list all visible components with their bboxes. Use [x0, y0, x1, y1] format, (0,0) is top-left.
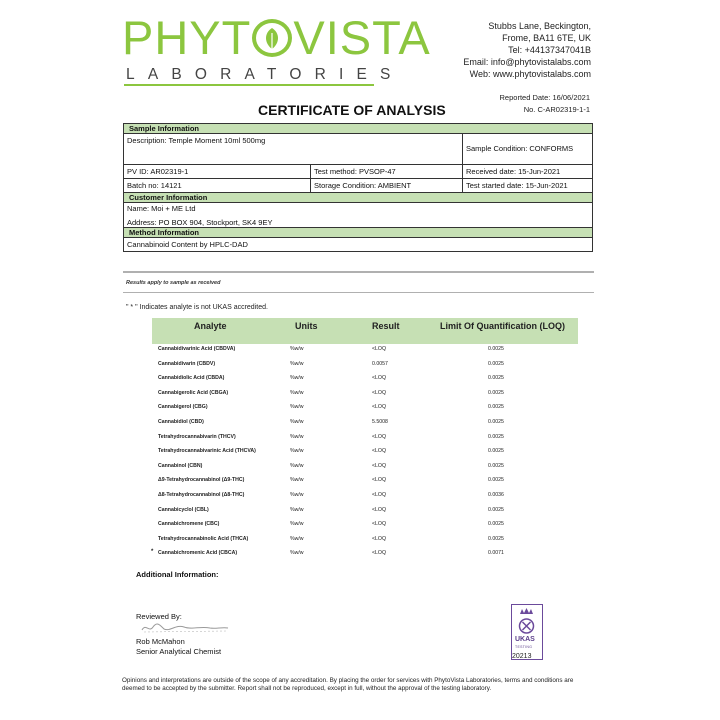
analyte-result: 0.0057 — [372, 360, 388, 367]
results-header — [152, 318, 578, 344]
analyte-units: %w/w — [290, 491, 304, 498]
analyte-units: %w/w — [290, 477, 304, 484]
analyte-result: <LOQ — [372, 535, 386, 542]
ukas-testing-label: TESTING — [515, 645, 533, 649]
method-info-header: Method Information — [123, 228, 593, 238]
sample-row-description — [123, 134, 593, 165]
analyte-result: <LOQ — [372, 550, 386, 557]
analyte-units: %w/w — [290, 521, 304, 528]
phone-line: Tel: +44137347041B — [508, 45, 591, 55]
report-number: No. C-AR02319-1-1 — [523, 105, 590, 114]
table-row — [150, 459, 580, 474]
analyte-name: Cannabinol (CBN) — [158, 462, 203, 469]
analyte-name: Cannabichromene (CBC) — [158, 521, 220, 528]
sample-row-batch — [123, 179, 593, 193]
analyte-name: Δ9-Tetrahydrocannabinol (Δ9-THC) — [158, 477, 245, 484]
reviewer-role: Senior Analytical Chemist — [136, 647, 222, 656]
address-line: Stubbs Lane, Beckington, — [488, 21, 591, 31]
analyte-units: %w/w — [290, 506, 304, 513]
report-meta — [500, 92, 590, 116]
analyte-units: %w/w — [290, 418, 304, 425]
analyte-loq: 0.0025 — [488, 433, 504, 440]
analyte-loq: 0.0025 — [488, 360, 504, 367]
sample-info-table — [123, 123, 593, 252]
table-row — [150, 488, 580, 503]
additional-information-label: Additional Information: — [136, 570, 219, 579]
batch-number: Batch no: 14121 — [127, 181, 182, 190]
sample-info-header: Sample Information — [123, 123, 593, 134]
analyte-loq: 0.0025 — [488, 535, 504, 542]
table-row — [150, 342, 580, 357]
analyte-loq: 0.0025 — [488, 389, 504, 396]
table-row — [150, 473, 580, 488]
analyte-result: <LOQ — [372, 389, 386, 396]
analyte-units: %w/w — [290, 550, 304, 557]
analyte-units: %w/w — [290, 389, 304, 396]
table-row — [150, 400, 580, 415]
table-row — [150, 503, 580, 518]
analyte-units: %w/w — [290, 462, 304, 469]
analyte-units: %w/w — [290, 404, 304, 411]
analyte-result: <LOQ — [372, 433, 386, 440]
analyte-name: Cannabidivarinic Acid (CBDVA) — [158, 346, 236, 352]
analyte-units: %w/w — [290, 448, 304, 455]
analyte-result: 5.5008 — [372, 418, 388, 425]
analyte-result: <LOQ — [372, 506, 386, 513]
storage-condition: Storage Condition: AMBIENT — [310, 179, 462, 192]
web-line: Web: www.phytovistalabs.com — [469, 69, 591, 79]
analyte-result: <LOQ — [372, 346, 386, 352]
analyte-result: <LOQ — [372, 404, 386, 411]
table-row — [150, 386, 580, 401]
reported-date: Reported Date: 16/06/2021 — [499, 93, 590, 102]
company-logo — [122, 10, 431, 66]
analyte-result: <LOQ — [372, 375, 386, 382]
analyte-loq: 0.0025 — [488, 375, 504, 382]
table-row — [150, 415, 580, 430]
analyte-result: <LOQ — [372, 448, 386, 455]
results-apply-note: Results apply to sample as received — [126, 280, 221, 286]
customer-info-header: Customer Information — [123, 193, 593, 203]
header-loq: Limit Of Quantification (LOQ) — [440, 321, 565, 331]
analyte-loq: 0.0025 — [488, 418, 504, 425]
table-row — [150, 444, 580, 459]
email-line: Email: info@phytovistalabs.com — [463, 57, 591, 67]
pv-id: PV ID: AR02319-1 — [127, 167, 189, 176]
analyte-name: Cannabidivarin (CBDV) — [158, 360, 216, 367]
analyte-loq: 0.0025 — [488, 477, 504, 484]
header-units: Units — [295, 321, 318, 331]
footer-disclaimer: Opinions and interpretations are outside of the scope of any accreditation. By placing the order for services with PhytoVista Laboratories, terms and conditions are deemed to be accepted by the submitter. Report shall not be reproduced, except in full, without the approval of the testing laboratory. — [122, 677, 574, 693]
analyte-loq: 0.0025 — [488, 448, 504, 455]
analyte-loq: 0.0025 — [488, 346, 504, 352]
analyte-units: %w/w — [290, 535, 304, 542]
analyte-name: Cannabichromenic Acid (CBCA) — [158, 550, 238, 557]
analyte-name: Δ8-Tetrahydrocannabinol (Δ8-THC) — [158, 491, 245, 498]
table-row — [150, 532, 580, 547]
address-line: Frome, BA11 6TE, UK — [502, 33, 591, 43]
non-ukas-marker: * — [151, 549, 154, 556]
test-method: Test method: PVSOP-47 — [310, 165, 462, 178]
analyte-units: %w/w — [290, 433, 304, 440]
reviewed-by-label: Reviewed By: — [136, 612, 182, 621]
leaf-icon — [252, 19, 292, 57]
analyte-loq: 0.0025 — [488, 521, 504, 528]
analyte-loq: 0.0036 — [488, 491, 504, 498]
section-divider — [123, 292, 594, 293]
table-row — [150, 546, 580, 561]
test-started-date: Test started date: 15-Jun-2021 — [462, 179, 592, 192]
received-date: Received date: 15-Jun-2021 — [462, 165, 592, 178]
customer-info-body — [123, 203, 593, 228]
analyte-name: Cannabigerol (CBG) — [158, 404, 208, 411]
analyte-result: <LOQ — [372, 477, 386, 484]
analyte-units: %w/w — [290, 375, 304, 382]
crown-icon — [512, 605, 541, 637]
analyte-loq: 0.0025 — [488, 462, 504, 469]
analyte-name: Tetrahydrocannabivarin (THCV) — [158, 433, 236, 440]
header-result: Result — [372, 321, 400, 331]
analyte-loq: 0.0025 — [488, 506, 504, 513]
logo-text-left: PHYT — [122, 11, 252, 64]
analyte-result: <LOQ — [372, 521, 386, 528]
analyte-name: Cannabidiol (CBD) — [158, 418, 204, 425]
table-row — [150, 517, 580, 532]
reviewer-block — [136, 637, 221, 657]
ukas-badge — [511, 604, 543, 660]
company-address — [463, 20, 591, 80]
sample-condition: Sample Condition: CONFORMS — [462, 134, 592, 164]
analyte-units: %w/w — [290, 360, 304, 367]
analyte-name: Cannabicyclol (CBL) — [158, 506, 209, 513]
page-title: CERTIFICATE OF ANALYSIS — [258, 102, 446, 118]
results-table — [150, 342, 580, 561]
method-info-body — [123, 238, 593, 252]
sample-description: Description: Temple Moment 10ml 500mg — [127, 136, 266, 145]
analyte-loq: 0.0071 — [488, 550, 504, 557]
analyte-units: %w/w — [290, 346, 304, 352]
analyte-name: Tetrahydrocannabinolic Acid (THCA) — [158, 535, 249, 542]
customer-name: Name: Moi + ME Ltd — [127, 204, 196, 213]
ukas-word: UKAS — [515, 636, 535, 643]
analyte-result: <LOQ — [372, 462, 386, 469]
analyte-name: Tetrahydrocannabivarinic Acid (THCVA) — [158, 448, 256, 455]
reviewer-name: Rob McMahon — [136, 637, 185, 646]
header-analyte: Analyte — [194, 321, 227, 331]
method-text: Cannabinoid Content by HPLC-DAD — [127, 240, 248, 249]
analyte-name: Cannabigerolic Acid (CBGA) — [158, 389, 229, 396]
analyte-result: <LOQ — [372, 491, 386, 498]
section-divider — [123, 271, 594, 273]
logo-subtitle: LABORATORIES — [126, 66, 404, 83]
table-row — [150, 357, 580, 372]
analyte-name: Cannabidiolic Acid (CBDA) — [158, 375, 225, 382]
logo-text-right: VISTA — [293, 11, 431, 64]
sample-row-ids — [123, 165, 593, 179]
analyte-loq: 0.0025 — [488, 404, 504, 411]
logo-divider — [124, 84, 374, 86]
customer-address: Address: PO BOX 904, Stockport, SK4 9EY — [127, 217, 273, 227]
ukas-accreditation-note: " * " Indicates analyte is not UKAS accredited. — [126, 304, 268, 311]
ukas-number: 20213 — [512, 653, 532, 660]
table-row — [150, 430, 580, 445]
table-row — [150, 371, 580, 386]
